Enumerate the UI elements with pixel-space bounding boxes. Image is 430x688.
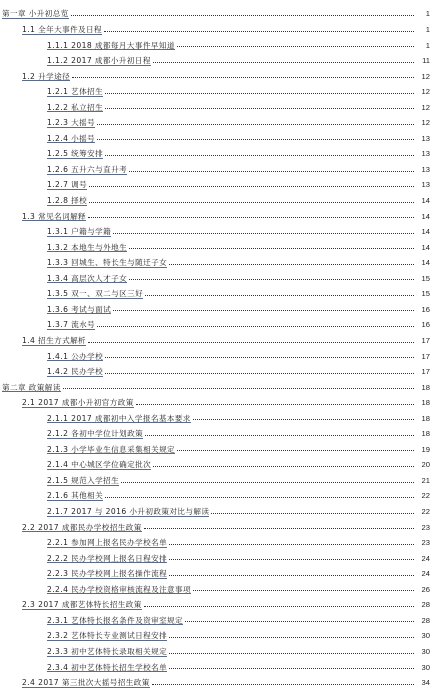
toc-entry-title: 1.2.8 择校 [47, 196, 88, 205]
dot-leader [152, 684, 414, 685]
toc-entry-title: 2.1.5 规范入学招生 [47, 475, 120, 485]
toc-entry-title: 2.1.4 中心城区学位确定批次 [47, 460, 152, 470]
toc-entry-title: 2.1.3 小学毕业生信息采集相关规定 [47, 444, 176, 454]
toc-entry-title: 1.1.1 2018 成都每月大事件早知道 [47, 40, 175, 50]
toc-entry-page-number: 30 [421, 662, 430, 672]
toc-entry-page-number: 20 [421, 460, 430, 470]
toc-entry-page-number: 16 [421, 304, 430, 314]
toc-entry-title: 2.1.2 各初中学位计划政策 [47, 429, 144, 439]
toc-entry-page-number: 26 [421, 584, 430, 594]
toc-entry-page-number: 12 [421, 102, 430, 112]
toc-entry-page-number: 15 [421, 289, 430, 299]
toc-entry-page-number: 12 [421, 118, 430, 128]
toc-entry-title: 1.3.6 考试与面试 [47, 304, 112, 314]
toc-entry-page-number: 22 [421, 507, 430, 516]
toc-entry-page-number: 30 [421, 631, 430, 641]
toc-entry-title: 2.2.3 民办学校网上报名操作流程 [47, 569, 168, 579]
toc-entry-title: 2.3.4 初中艺体特长招生学校名单 [47, 662, 168, 672]
toc-entry-title: 2.4 2017 第三批次大摇号招生政策 [22, 678, 150, 688]
toc-entry-title: 2.2.2 民办学校网上报名日程安排 [47, 553, 168, 563]
toc-entry-title: 2.2.4 民办学校资格审核流程及注意事项 [47, 584, 192, 594]
toc-entry-title: 1.2.1 艺体招生 [47, 87, 104, 97]
toc-entry-page-number: 28 [421, 615, 430, 625]
toc-entry-page-number: 15 [421, 273, 430, 283]
toc-entry-page-number: 17 [421, 351, 430, 361]
toc-entry-page-number: 28 [421, 600, 430, 610]
toc-entry-title: 1.2.3 大摇号 [47, 118, 96, 128]
toc-entry-page-number: 13 [421, 180, 430, 190]
toc-entry-title: 1.2.6 五升六与直升考 [47, 164, 128, 174]
toc-entry-title: 第一章 小升初总览 [2, 9, 69, 19]
toc-entry-title: 2.3.3 初中艺体特长录取相关规定 [47, 646, 168, 656]
toc-entry-page-number: 13 [421, 164, 430, 174]
toc-entry-page-number: 30 [421, 646, 430, 656]
link-underline [22, 687, 150, 688]
toc-entry-page-number: 1 [425, 40, 430, 50]
toc-entry-title: 2.1 2017 成都小升初官方政策 [22, 398, 134, 408]
toc-entry-page-number: 18 [421, 398, 430, 408]
toc-entry-page-number: 1 [425, 24, 430, 34]
toc-entry-page-number: 17 [421, 335, 430, 345]
toc-entry-title: 1.3.3 回城生、特长生与随迁子女 [47, 258, 168, 268]
toc-entry-page-number: 24 [421, 569, 430, 579]
toc-entry-page-number: 14 [421, 211, 430, 221]
toc-entry-page-number: 18 [421, 429, 430, 439]
toc-entry-title: 1.2.4 小摇号 [47, 133, 96, 143]
toc-entry-title: 1.3.1 户籍与学籍 [47, 227, 112, 237]
toc-entry-page-number: 22 [421, 491, 430, 501]
toc-entry-page-number: 12 [421, 87, 430, 97]
toc-entry-page-number: 21 [421, 475, 430, 485]
toc-entry-title: 1.3 常见名词解释 [22, 211, 87, 221]
toc-entry-title: 1.3.2 本地生与外地生 [47, 242, 128, 252]
toc-entry-title: 1.2 升学途径 [22, 71, 71, 81]
toc-entry-title: 1.3.5 双一、双二与区三好 [47, 289, 144, 299]
toc-entry-title: 2.3.2 艺体特长专业测试日程安排 [47, 631, 168, 641]
toc-entry-title: 2.1.6 其他相关 [47, 491, 104, 501]
toc-entry-title: 1.1.2 2017 成都小升初日程 [47, 56, 151, 66]
toc-entry-title: 2.3.1 艺体特长报名条件及资审室规定 [47, 615, 184, 625]
toc-entry-title: 1.3.7 流水号 [47, 320, 96, 330]
toc-entry-page-number: 18 [421, 382, 430, 392]
toc-entry-page-number: 14 [421, 227, 430, 237]
toc-entry-title: 1.3.4 高层次人才子女 [47, 273, 128, 283]
toc-entry-title: 1.2.2 私立招生 [47, 102, 104, 112]
toc-entry-page-number: 23 [421, 522, 430, 532]
toc-entry-page-number: 12 [421, 71, 430, 81]
toc-entry-title: 2.1.7 2017 与 2016 小升初政策对比与解读 [47, 507, 210, 516]
toc-entry-page-number: 14 [421, 196, 430, 205]
toc-entry-page-number: 11 [422, 56, 430, 66]
toc-entry-title: 1.2.5 统筹安排 [47, 149, 104, 159]
toc-entry-title: 2.3 2017 成都艺体特长招生政策 [22, 600, 142, 610]
toc-entry-title: 1.4.2 民办学校 [47, 367, 104, 377]
toc-entry-title: 2.1.1 2017 成都初中入学报名基本要求 [47, 413, 191, 423]
toc-entry-page-number: 13 [421, 149, 430, 159]
toc-entry-page-number: 13 [421, 133, 430, 143]
toc-entry-title: 1.4.1 公办学校 [47, 351, 104, 361]
toc-entry-title: 1.1 全年大事件及日程 [22, 24, 103, 34]
toc-entry-page-number: 19 [421, 444, 430, 454]
toc-entry-page-number: 16 [421, 320, 430, 330]
toc-entry-page-number: 23 [421, 538, 430, 548]
toc-entry-title: 2.2 2017 成都民办学校招生政策 [22, 522, 142, 532]
toc-entry-page-number: 1 [425, 9, 430, 19]
toc-entry-title: 1.2.7 调号 [47, 180, 88, 190]
toc-entry-title: 1.4 招生方式解析 [22, 335, 87, 345]
toc-entry-page-number: 18 [421, 413, 430, 423]
toc-entry-page-number: 14 [421, 242, 430, 252]
toc-entry-page-number: 24 [421, 553, 430, 563]
toc-entry-title: 2.2.1 参加网上报名民办学校名单 [47, 538, 168, 548]
toc-entry-page-number: 34 [421, 678, 430, 688]
toc-entry[interactable] [0, 669, 430, 687]
toc-entry-page-number: 14 [421, 258, 430, 268]
toc-entry-title: 第二章 政策解读 [2, 382, 61, 392]
toc-entry-page-number: 17 [421, 367, 430, 377]
